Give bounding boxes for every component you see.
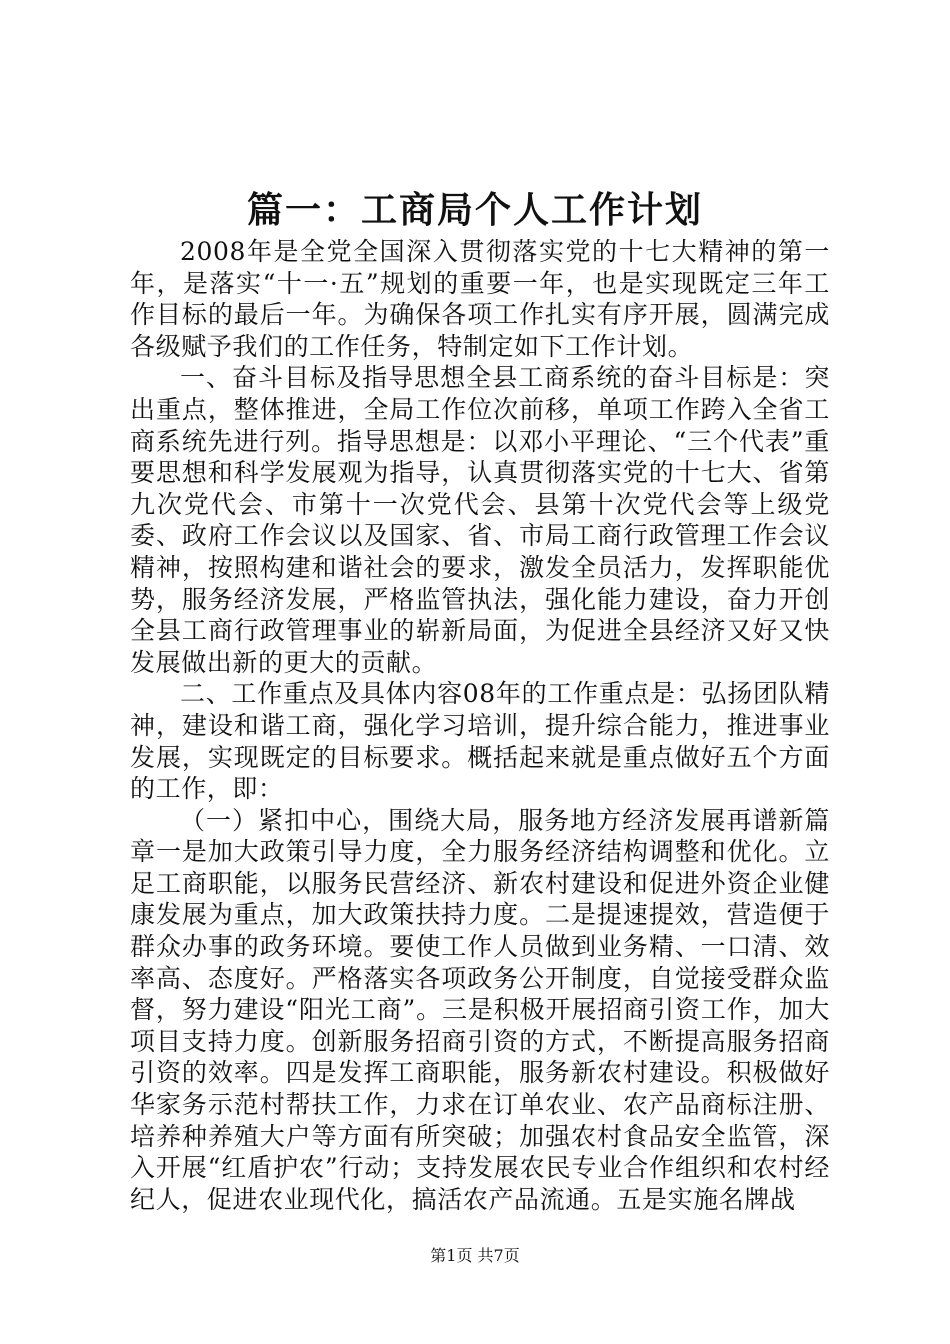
paragraph-key-work: 二、工作重点及具体内容08年的工作重点是：弘扬团队精神，建设和谐工商，强化学习培训，提升综合能力，推进事业发展，实现既定的目标要求。概括起来就是重点做好五个方面的工作，即： bbox=[130, 679, 830, 804]
paragraph-section-one: （一）紧扣中心，围绕大局，服务地方经济发展再谱新篇章一是加大政策引导力度，全力服务经济结构调整和优化。立足工商职能，以服务民营经济、新农村建设和促进外资企业健康发展为重点，加大政策扶持力度。二是提速提效，营造便于群众办事的政务环境。要使工作人员做到业务精、一口清、效率高、态度好。严格落实各项政务公开制度，自觉接受群众监督，努力建设“阳光工商”。三是积极开展招商引资工作，加大项目支持力度。创新服务招商引资的方式，不断提高服务招商引资的效率。四是发挥工商职能，服务新农村建设。积极做好华家务示范村帮扶工作，力求在订单农业、农产品商标注册、培养种养殖大户等方面有所突破；加强农村食品安全监管，深入开展“红盾护农”行动；支持发展农民专业合作组织和农村经纪人，促进农业现代化，搞活农产品流通。五是实施名牌战 bbox=[130, 805, 830, 1214]
paragraph-goals: 一、奋斗目标及指导思想全县工商系统的奋斗目标是：突出重点，整体推进，全局工作位次前移，单项工作跨入全省工商系统先进行列。指导思想是：以邓小平理论、“三个代表”重要思想和科学发展观为指导，认真贯彻落实党的十七大、省第九次党代会、市第十一次党代会、县第十次党代会等上级党委、政府工作会议以及国家、省、市局工商行政管理工作会议精神，按照构建和谐社会的要求，激发全员活力，发挥职能优势，服务经济发展，严格监管执法，强化能力建设，奋力开创全县工商行政管理事业的崭新局面，为促进全县经济又好又快发展做出新的更大的贡献。 bbox=[130, 363, 830, 677]
document-body bbox=[130, 236, 830, 1215]
paragraph-intro: 2008年是全党全国深入贯彻落实党的十七大精神的第一年，是落实“十一·五”规划的重要一年，也是实现既定三年工作目标的最后一年。为确保各项工作扎实有序开展，圆满完成各级赋予我们的工作任务，特制定如下工作计划。 bbox=[130, 237, 830, 361]
page-number-footer: 第1页 共7页 bbox=[430, 1246, 520, 1265]
document-title: 篇一：工商局个人工作计划 bbox=[246, 189, 703, 231]
